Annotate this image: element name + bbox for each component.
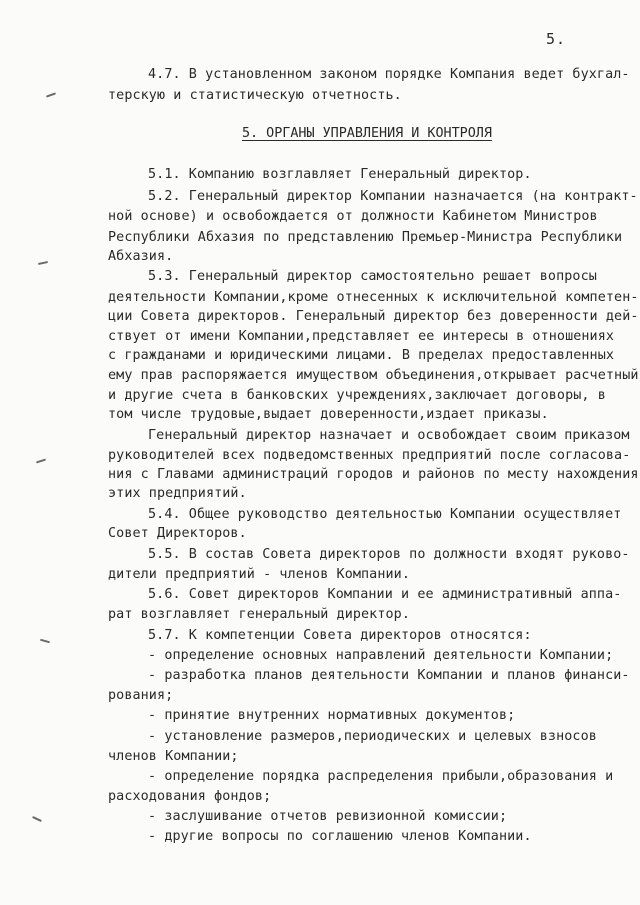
text-line: рат возглавляет генеральный директор.	[108, 607, 410, 622]
text-line: 5.7. К компетенции Совета директоров относятся:	[148, 628, 532, 643]
text-line: Республики Абхазия по представлению Премьер-Министра Республики	[108, 230, 623, 245]
text-line: ции Совета директоров. Генеральный директор без доверенности дей-	[108, 309, 639, 324]
section-heading: 5. ОРГАНЫ УПРАВЛЕНИЯ И КОНТРОЛЯ	[242, 126, 492, 141]
text-line: Совет Директоров.	[108, 526, 247, 541]
margin-mark	[36, 459, 46, 464]
text-line: ствует от имени Компании,представляет ее интересы в отношениях	[108, 329, 615, 344]
text-line: рования;	[108, 688, 174, 703]
text-line: дители предприятий - членов Компании.	[108, 567, 410, 582]
text-line: - разработка планов деятельности Компании и планов финанси-	[148, 668, 630, 683]
text-line: - принятие внутренних нормативных документов;	[148, 708, 516, 723]
text-line: Генеральный директор назначает и освобождает своим приказом	[148, 428, 630, 443]
text-line: Абхазия.	[108, 249, 174, 264]
text-line: - определение основных направлений деятельности Компании;	[148, 648, 614, 663]
text-line: руководителей всех подведомственных предприятий после согласова-	[108, 448, 631, 463]
text-line: 5.3. Генеральный директор самостоятельно решает вопросы	[148, 269, 597, 284]
text-line: этих предприятий.	[108, 486, 247, 501]
margin-mark	[38, 261, 48, 265]
text-line: - определение порядка распределения прибыли,образования и	[148, 769, 614, 784]
text-line: - заслушивание отчетов ревизионной комиссии;	[148, 809, 508, 824]
text-line: - другие вопросы по соглашению членов Компании.	[148, 829, 532, 844]
text-line: 5.4. Общее руководство деятельностью Компании осуществляет	[148, 507, 622, 522]
text-line: с гражданами и юридическими лицами. В пределах предоставленных	[108, 348, 615, 363]
text-line: 5.5. В состав Совета директоров по должности входят руково-	[148, 547, 630, 562]
text-line: и другие счета в банковских учреждениях,заключает договоры, в	[108, 388, 606, 403]
text-line: - установление размеров,периодических и целевых взносов	[148, 729, 597, 744]
text-line: членов Компании;	[108, 749, 239, 764]
margin-mark	[46, 92, 56, 97]
text-line: ему прав распоряжается имуществом объединения,открывает расчетный	[108, 368, 639, 383]
margin-mark	[40, 639, 50, 644]
text-line: 5.6. Совет директоров Компании и ее административный аппа-	[148, 587, 622, 602]
text-line: деятельности Компании,кроме отнесенных к исключительной компетен-	[108, 290, 639, 305]
text-line: расходования фондов;	[108, 789, 272, 804]
page-number: 5.	[546, 30, 567, 48]
text-line: 4.7. В установленном законом порядке Компания ведет бухгал-	[148, 67, 630, 82]
text-line: ния с Главами администраций городов и районов по месту нахождения	[108, 467, 639, 482]
text-line: терскую и статистическую отчетность.	[108, 88, 402, 103]
margin-mark	[32, 816, 42, 822]
text-line: 5.1. Компанию возглавляет Генеральный директор.	[148, 167, 532, 182]
text-line: ной основе) и освобождается от должности Кабинетом Министров	[108, 209, 598, 224]
text-line: том числе трудовые,выдает доверенности,издает приказы.	[108, 407, 549, 422]
text-line: 5.2. Генеральный директор Компании назначается (на контракт-	[148, 189, 638, 204]
